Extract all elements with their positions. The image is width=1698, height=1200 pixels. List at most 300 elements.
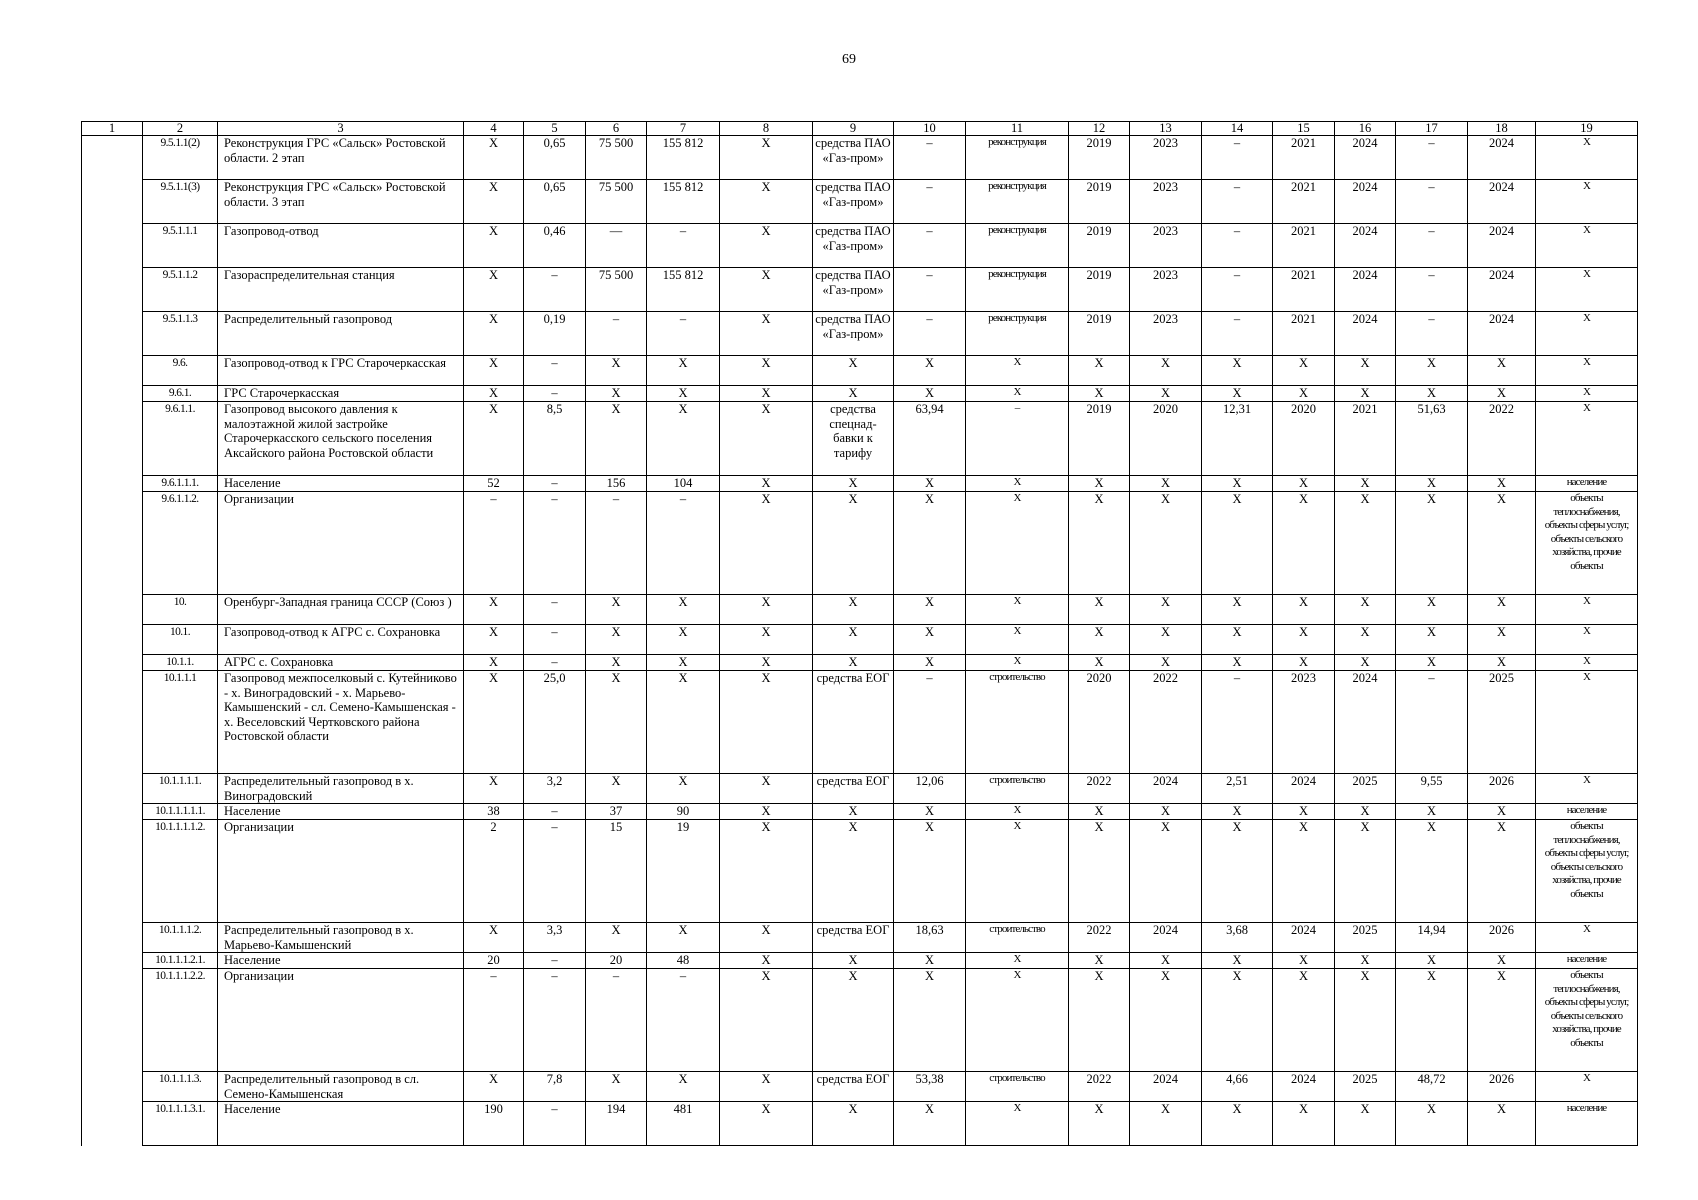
cell-financing-source: Х [813, 476, 894, 492]
cell-col8: Х [720, 402, 813, 476]
cell-col6: Х [586, 402, 647, 476]
cell-col15: Х [1273, 625, 1335, 655]
cell-col10: – [894, 268, 966, 312]
cell-financing-source: средства ПАО «Газ-пром» [813, 312, 894, 356]
cell-consumers: Х [1536, 595, 1638, 625]
cell-col6: 75 500 [586, 136, 647, 180]
cell-financing-source: Х [813, 492, 894, 595]
cell-col5: – [524, 492, 586, 595]
cell-consumers: объекты теплоснабжения, объекты сферы услуг, объекты сельского хозяйства, прочие объекты [1536, 492, 1638, 595]
cell-col10: 12,06 [894, 774, 966, 804]
cell-name: Распределительный газопровод в х. Виноградовский [218, 774, 464, 804]
cell-financing-source: средства ПАО «Газ-пром» [813, 180, 894, 224]
cell-col4: Х [464, 356, 524, 386]
cell-col17: – [1396, 180, 1468, 224]
cell-col17: Х [1396, 655, 1468, 671]
cell-col7: 481 [647, 1102, 720, 1146]
cell-financing-source: Х [813, 804, 894, 820]
table-row [82, 655, 1638, 671]
cell-col1 [82, 136, 143, 180]
cell-col17: Х [1396, 356, 1468, 386]
table-row [82, 356, 1638, 386]
cell-col16: 2021 [1335, 402, 1396, 476]
cell-col13: 2024 [1130, 774, 1202, 804]
cell-col13: Х [1130, 1102, 1202, 1146]
cell-col17: Х [1396, 969, 1468, 1072]
cell-col12: Х [1069, 386, 1130, 402]
cell-col5: – [524, 356, 586, 386]
cell-col8: Х [720, 1072, 813, 1102]
cell-col12: Х [1069, 595, 1130, 625]
cell-col6: Х [586, 923, 647, 953]
cell-col17: – [1396, 671, 1468, 774]
cell-financing-source: средства ЕОГ [813, 774, 894, 804]
table-row [82, 1102, 1638, 1146]
cell-col16: 2024 [1335, 136, 1396, 180]
cell-col14: Х [1202, 655, 1273, 671]
cell-col12: 2019 [1069, 180, 1130, 224]
cell-work-type: Х [966, 625, 1069, 655]
cell-col1 [82, 224, 143, 268]
cell-col6: 75 500 [586, 268, 647, 312]
cell-work-type: Х [966, 969, 1069, 1072]
cell-col13: Х [1130, 595, 1202, 625]
cell-financing-source: Х [813, 953, 894, 969]
cell-consumers: Х [1536, 386, 1638, 402]
table-row [82, 595, 1638, 625]
cell-col6: Х [586, 774, 647, 804]
cell-col12: Х [1069, 1102, 1130, 1146]
cell-financing-source: Х [813, 820, 894, 923]
cell-col4: 38 [464, 804, 524, 820]
cell-col18: 2026 [1468, 923, 1536, 953]
cell-col4: Х [464, 595, 524, 625]
column-number-13: 13 [1130, 122, 1202, 136]
cell-col13: 2023 [1130, 224, 1202, 268]
cell-financing-source: средства ПАО «Газ-пром» [813, 268, 894, 312]
cell-col12: 2019 [1069, 268, 1130, 312]
cell-col8: Х [720, 136, 813, 180]
table-row [82, 953, 1638, 969]
cell-col15: Х [1273, 804, 1335, 820]
cell-financing-source: средства ЕОГ [813, 1072, 894, 1102]
cell-financing-source: средства ПАО «Газ-пром» [813, 224, 894, 268]
cell-consumers: Х [1536, 923, 1638, 953]
cell-col5: 3,3 [524, 923, 586, 953]
cell-col16: Х [1335, 655, 1396, 671]
cell-col18: 2024 [1468, 136, 1536, 180]
cell-col8: Х [720, 595, 813, 625]
cell-col10: Х [894, 595, 966, 625]
cell-work-type: Х [966, 476, 1069, 492]
cell-name: Население [218, 476, 464, 492]
cell-col15: 2021 [1273, 268, 1335, 312]
cell-col6: 37 [586, 804, 647, 820]
cell-col13: 2023 [1130, 268, 1202, 312]
cell-col8: Х [720, 923, 813, 953]
cell-consumers: Х [1536, 224, 1638, 268]
column-number-1: 1 [82, 122, 143, 136]
cell-work-type: реконструкция [966, 224, 1069, 268]
cell-col14: Х [1202, 386, 1273, 402]
table-row [82, 224, 1638, 268]
cell-col14: 12,31 [1202, 402, 1273, 476]
cell-col13: Х [1130, 625, 1202, 655]
cell-col6: 194 [586, 1102, 647, 1146]
table-row [82, 969, 1638, 1072]
cell-col14: Х [1202, 969, 1273, 1072]
cell-code: 9.5.1.1(3) [143, 180, 218, 224]
cell-col13: Х [1130, 476, 1202, 492]
cell-col1 [82, 1102, 143, 1146]
column-number-row [82, 122, 1638, 136]
cell-col1 [82, 671, 143, 774]
cell-col15: 2024 [1273, 1072, 1335, 1102]
cell-col1 [82, 820, 143, 923]
cell-col17: 14,94 [1396, 923, 1468, 953]
cell-name: Оренбург-Западная граница СССР (Союз ) [218, 595, 464, 625]
cell-col17: Х [1396, 820, 1468, 923]
cell-col6: 15 [586, 820, 647, 923]
cell-col6: 156 [586, 476, 647, 492]
cell-consumers: население [1536, 476, 1638, 492]
column-number-10: 10 [894, 122, 966, 136]
cell-code: 9.5.1.1.1 [143, 224, 218, 268]
cell-col10: Х [894, 356, 966, 386]
cell-col4: Х [464, 224, 524, 268]
cell-col7: – [647, 224, 720, 268]
cell-work-type: – [966, 402, 1069, 476]
cell-col7: 155 812 [647, 268, 720, 312]
cell-col12: 2019 [1069, 224, 1130, 268]
column-number-17: 17 [1396, 122, 1468, 136]
cell-col14: Х [1202, 820, 1273, 923]
cell-col8: Х [720, 804, 813, 820]
cell-col4: – [464, 969, 524, 1072]
cell-col13: 2023 [1130, 136, 1202, 180]
cell-col10: Х [894, 804, 966, 820]
cell-col10: Х [894, 953, 966, 969]
cell-col16: 2025 [1335, 774, 1396, 804]
column-number-2: 2 [143, 122, 218, 136]
cell-consumers: Х [1536, 356, 1638, 386]
cell-col14: 3,68 [1202, 923, 1273, 953]
cell-col15: 2021 [1273, 312, 1335, 356]
cell-work-type: Х [966, 356, 1069, 386]
cell-col7: 48 [647, 953, 720, 969]
cell-col7: 155 812 [647, 136, 720, 180]
cell-col18: Х [1468, 356, 1536, 386]
cell-work-type: реконструкция [966, 136, 1069, 180]
column-number-7: 7 [647, 122, 720, 136]
cell-col17: Х [1396, 476, 1468, 492]
cell-col13: Х [1130, 820, 1202, 923]
cell-code: 9.6. [143, 356, 218, 386]
cell-consumers: Х [1536, 671, 1638, 774]
cell-financing-source: Х [813, 595, 894, 625]
cell-col4: Х [464, 774, 524, 804]
cell-name: Организации [218, 492, 464, 595]
table-row [82, 625, 1638, 655]
cell-col14: – [1202, 180, 1273, 224]
cell-col8: Х [720, 356, 813, 386]
column-number-9: 9 [813, 122, 894, 136]
cell-col5: 25,0 [524, 671, 586, 774]
cell-consumers: Х [1536, 268, 1638, 312]
cell-col13: 2024 [1130, 923, 1202, 953]
cell-col8: Х [720, 180, 813, 224]
table-row [82, 312, 1638, 356]
cell-code: 10.1.1.1.2.2. [143, 969, 218, 1072]
cell-col1 [82, 268, 143, 312]
cell-col17: – [1396, 312, 1468, 356]
cell-code: 10.1.1.1.2. [143, 923, 218, 953]
cell-col7: Х [647, 625, 720, 655]
cell-code: 10.1.1.1.2.1. [143, 953, 218, 969]
cell-col10: Х [894, 625, 966, 655]
cell-col16: 2024 [1335, 671, 1396, 774]
column-number-3: 3 [218, 122, 464, 136]
cell-col14: Х [1202, 953, 1273, 969]
cell-col18: 2026 [1468, 1072, 1536, 1102]
cell-col18: 2024 [1468, 268, 1536, 312]
cell-col12: Х [1069, 492, 1130, 595]
column-number-8: 8 [720, 122, 813, 136]
cell-col13: Х [1130, 356, 1202, 386]
cell-col10: Х [894, 655, 966, 671]
cell-col15: Х [1273, 356, 1335, 386]
cell-col18: 2024 [1468, 224, 1536, 268]
cell-col6: – [586, 969, 647, 1072]
column-number-14: 14 [1202, 122, 1273, 136]
cell-col6: Х [586, 625, 647, 655]
cell-col1 [82, 1072, 143, 1102]
cell-col12: 2019 [1069, 136, 1130, 180]
cell-col18: Х [1468, 1102, 1536, 1146]
cell-col18: Х [1468, 595, 1536, 625]
cell-col18: Х [1468, 625, 1536, 655]
cell-col5: – [524, 268, 586, 312]
cell-col16: Х [1335, 953, 1396, 969]
cell-col6: Х [586, 595, 647, 625]
cell-col14: 2,51 [1202, 774, 1273, 804]
cell-col8: Х [720, 268, 813, 312]
cell-col12: 2019 [1069, 312, 1130, 356]
cell-col15: Х [1273, 1102, 1335, 1146]
cell-col15: Х [1273, 492, 1335, 595]
column-number-12: 12 [1069, 122, 1130, 136]
cell-col10: – [894, 312, 966, 356]
cell-name: АГРС с. Сохрановка [218, 655, 464, 671]
cell-col14: Х [1202, 625, 1273, 655]
cell-col1 [82, 492, 143, 595]
table-row [82, 492, 1638, 595]
cell-work-type: строительство [966, 923, 1069, 953]
cell-col6: Х [586, 386, 647, 402]
cell-col13: Х [1130, 969, 1202, 1072]
cell-col1 [82, 386, 143, 402]
cell-col1 [82, 356, 143, 386]
cell-col16: 2025 [1335, 1072, 1396, 1102]
cell-col17: 48,72 [1396, 1072, 1468, 1102]
cell-col12: 2022 [1069, 774, 1130, 804]
cell-code: 9.6.1. [143, 386, 218, 402]
cell-col7: – [647, 969, 720, 1072]
cell-col15: 2021 [1273, 180, 1335, 224]
cell-col6: — [586, 224, 647, 268]
cell-col1 [82, 804, 143, 820]
cell-col7: – [647, 492, 720, 595]
cell-code: 9.6.1.1. [143, 402, 218, 476]
cell-col14: – [1202, 671, 1273, 774]
cell-code: 9.5.1.1(2) [143, 136, 218, 180]
cell-col5: – [524, 476, 586, 492]
column-number-11: 11 [966, 122, 1069, 136]
cell-name: Население [218, 1102, 464, 1146]
cell-col7: Х [647, 774, 720, 804]
cell-code: 10.1.1.1.1.2. [143, 820, 218, 923]
cell-col17: Х [1396, 625, 1468, 655]
cell-col13: Х [1130, 386, 1202, 402]
cell-col17: Х [1396, 804, 1468, 820]
cell-name: Газопровод-отвод к ГРС Старочеркасская [218, 356, 464, 386]
cell-name: Распределительный газопровод [218, 312, 464, 356]
cell-col15: Х [1273, 969, 1335, 1072]
cell-work-type: реконструкция [966, 268, 1069, 312]
cell-col5: – [524, 953, 586, 969]
column-number-16: 16 [1335, 122, 1396, 136]
cell-col1 [82, 969, 143, 1072]
cell-name: Организации [218, 969, 464, 1072]
cell-col13: 2020 [1130, 402, 1202, 476]
column-number-18: 18 [1468, 122, 1536, 136]
cell-col13: Х [1130, 953, 1202, 969]
cell-col18: Х [1468, 820, 1536, 923]
cell-col16: 2025 [1335, 923, 1396, 953]
cell-work-type: Х [966, 492, 1069, 595]
cell-name: Распределительный газопровод в сл. Семено-Камышенская [218, 1072, 464, 1102]
cell-col7: 155 812 [647, 180, 720, 224]
cell-col8: Х [720, 492, 813, 595]
cell-name: ГРС Старочеркасская [218, 386, 464, 402]
cell-col15: 2020 [1273, 402, 1335, 476]
cell-col10: – [894, 180, 966, 224]
table-row [82, 774, 1638, 804]
cell-col17: 51,63 [1396, 402, 1468, 476]
cell-code: 10.1.1.1.1.1. [143, 804, 218, 820]
cell-consumers: население [1536, 1102, 1638, 1146]
cell-col10: 53,38 [894, 1072, 966, 1102]
cell-col4: Х [464, 625, 524, 655]
cell-col15: Х [1273, 655, 1335, 671]
cell-col5: – [524, 969, 586, 1072]
cell-col10: – [894, 136, 966, 180]
cell-col14: 4,66 [1202, 1072, 1273, 1102]
cell-consumers: Х [1536, 655, 1638, 671]
cell-name: Организации [218, 820, 464, 923]
cell-col10: Х [894, 492, 966, 595]
cell-col7: Х [647, 356, 720, 386]
cell-col16: 2024 [1335, 180, 1396, 224]
cell-consumers: объекты теплоснабжения, объекты сферы услуг, объекты сельского хозяйства, прочие объекты [1536, 969, 1638, 1072]
cell-col12: 2022 [1069, 1072, 1130, 1102]
cell-col1 [82, 180, 143, 224]
cell-col8: Х [720, 1102, 813, 1146]
cell-code: 9.6.1.1.1. [143, 476, 218, 492]
cell-col13: Х [1130, 492, 1202, 595]
cell-col1 [82, 476, 143, 492]
cell-code: 10. [143, 595, 218, 625]
cell-col14: Х [1202, 595, 1273, 625]
cell-col7: Х [647, 671, 720, 774]
cell-col13: 2022 [1130, 671, 1202, 774]
cell-col13: 2023 [1130, 180, 1202, 224]
cell-col12: Х [1069, 356, 1130, 386]
cell-col4: 52 [464, 476, 524, 492]
cell-col4: 190 [464, 1102, 524, 1146]
cell-col4: Х [464, 136, 524, 180]
cell-col16: Х [1335, 595, 1396, 625]
cell-col14: – [1202, 224, 1273, 268]
cell-col18: Х [1468, 655, 1536, 671]
cell-col10: Х [894, 386, 966, 402]
cell-col4: Х [464, 1072, 524, 1102]
cell-col4: 2 [464, 820, 524, 923]
cell-col12: Х [1069, 820, 1130, 923]
cell-col13: Х [1130, 655, 1202, 671]
cell-col5: – [524, 820, 586, 923]
cell-col15: Х [1273, 820, 1335, 923]
cell-col16: Х [1335, 625, 1396, 655]
cell-col6: – [586, 492, 647, 595]
cell-col17: Х [1396, 953, 1468, 969]
cell-consumers: Х [1536, 1072, 1638, 1102]
cell-col1 [82, 953, 143, 969]
cell-consumers: Х [1536, 625, 1638, 655]
cell-col15: Х [1273, 595, 1335, 625]
cell-col18: Х [1468, 953, 1536, 969]
cell-col7: 90 [647, 804, 720, 820]
cell-col1 [82, 774, 143, 804]
cell-col10: Х [894, 1102, 966, 1146]
cell-code: 9.6.1.1.2. [143, 492, 218, 595]
cell-col8: Х [720, 655, 813, 671]
cell-col6: 75 500 [586, 180, 647, 224]
table-row [82, 386, 1638, 402]
cell-col15: 2023 [1273, 671, 1335, 774]
cell-col8: Х [720, 953, 813, 969]
cell-financing-source: Х [813, 969, 894, 1072]
cell-col13: 2023 [1130, 312, 1202, 356]
cell-col1 [82, 595, 143, 625]
cell-col17: – [1396, 268, 1468, 312]
cell-col1 [82, 625, 143, 655]
cell-col18: 2024 [1468, 312, 1536, 356]
cell-col4: – [464, 492, 524, 595]
column-number-19: 19 [1536, 122, 1638, 136]
cell-col12: 2022 [1069, 923, 1130, 953]
table-row [82, 268, 1638, 312]
cell-col8: Х [720, 476, 813, 492]
cell-col18: 2025 [1468, 671, 1536, 774]
cell-work-type: реконструкция [966, 180, 1069, 224]
cell-col12: 2020 [1069, 671, 1130, 774]
cell-col14: Х [1202, 476, 1273, 492]
cell-work-type: строительство [966, 774, 1069, 804]
cell-work-type: Х [966, 820, 1069, 923]
table-row [82, 804, 1638, 820]
cell-col4: Х [464, 671, 524, 774]
